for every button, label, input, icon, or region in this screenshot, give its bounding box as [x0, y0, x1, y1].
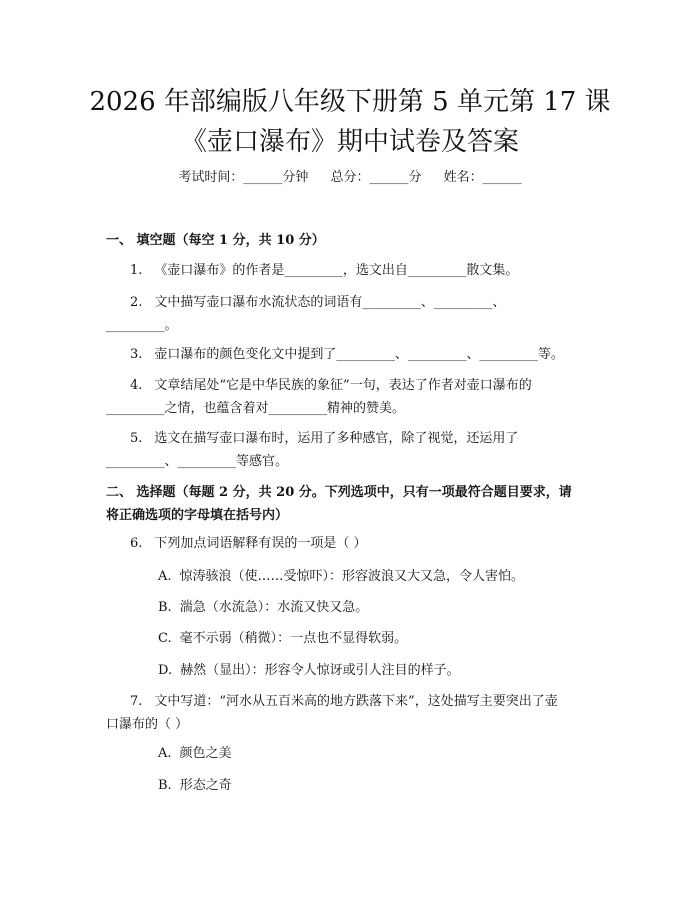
total-score-field: 总分：______分	[330, 170, 422, 185]
option-letter: B.	[158, 600, 172, 615]
question-number: 1.	[130, 263, 143, 278]
question-number: 4.	[130, 378, 143, 393]
section-2-heading-line-2: 将正确选项的字母填在括号内）	[106, 508, 289, 523]
question-7-option-b	[158, 774, 598, 797]
title-line-2: 《壶口瀑布》期中试卷及答案	[180, 127, 519, 157]
student-name-field: 姓名：______	[443, 170, 522, 185]
option-text: 颜色之美	[179, 746, 232, 761]
question-number: 2.	[130, 295, 143, 310]
question-text: 文中写道：“河水从五百米高的地方跌落下来”，这处描写主要突出了壶	[154, 694, 558, 709]
question-5	[106, 427, 596, 473]
question-text: 下列加点词语解释有误的一项是（ ）	[154, 536, 367, 551]
question-text-continued: _________。	[106, 318, 178, 333]
question-2	[106, 291, 596, 337]
option-text: 惊涛骇浪（使……受惊吓）：形容波浪又大又急，令人害怕。	[179, 569, 525, 584]
option-letter: D.	[158, 663, 173, 678]
exam-time-field: 考试时间：______分钟	[178, 170, 309, 185]
option-letter: A.	[158, 746, 172, 761]
question-text: 壶口瀑布的颜色变化文中提到了_________、_________、_________等。	[154, 347, 564, 362]
question-text: 文章结尾处“它是中华民族的象征”一句，表达了作者对壶口瀑布的	[154, 378, 532, 393]
question-number: 5.	[130, 431, 143, 446]
section-2-heading	[106, 481, 606, 527]
question-text-continued: 口瀑布的（ ）	[106, 717, 189, 732]
question-3	[106, 343, 596, 366]
question-text: 文中描写壶口瀑布水流状态的词语有_________、_________、	[154, 295, 506, 310]
section-1-heading: 一、 填空题（每空 1 分，共 10 分）	[106, 233, 325, 248]
option-text: 赫然（显出）：形容令人惊讶或引人注目的样子。	[180, 663, 460, 678]
exam-title	[0, 82, 700, 162]
question-7	[106, 690, 596, 736]
section-2-heading-line-1: 二、 选择题（每题 2 分，共 20 分。下列选项中，只有一项最符合题目要求，请	[106, 485, 572, 500]
title-line-1: 2026 年部编版八年级下册第 5 单元第 17 课	[89, 87, 611, 117]
option-letter: A.	[158, 569, 172, 584]
question-number: 3.	[130, 347, 143, 362]
option-letter: C.	[158, 631, 172, 646]
question-text: 选文在描写壶口瀑布时，运用了多种感官，除了视觉，还运用了	[154, 431, 519, 446]
question-6-option-b	[158, 596, 598, 619]
option-letter: B.	[158, 778, 172, 793]
question-number: 6.	[130, 536, 143, 551]
question-7-option-a	[158, 742, 598, 765]
question-6-option-a	[158, 565, 598, 588]
option-text: 毫不示弱（稍微）：一点也不显得软弱。	[179, 631, 408, 646]
exam-info-row	[0, 168, 700, 188]
option-text: 湍急（水流急）：水流又快又急。	[179, 600, 369, 615]
question-text: 《壶口瀑布》的作者是_________，选文出自_________散文集。	[154, 263, 519, 278]
question-6-option-c	[158, 627, 598, 650]
question-1	[106, 259, 596, 282]
option-text: 形态之奇	[179, 778, 232, 793]
question-4	[106, 374, 596, 420]
question-text-continued: _________之情，也蕴含着对_________精神的赞美。	[106, 401, 406, 416]
question-6-option-d	[158, 659, 598, 682]
question-6	[106, 532, 596, 555]
question-text-continued: _________、_________等感官。	[106, 454, 289, 469]
question-number: 7.	[130, 694, 143, 709]
